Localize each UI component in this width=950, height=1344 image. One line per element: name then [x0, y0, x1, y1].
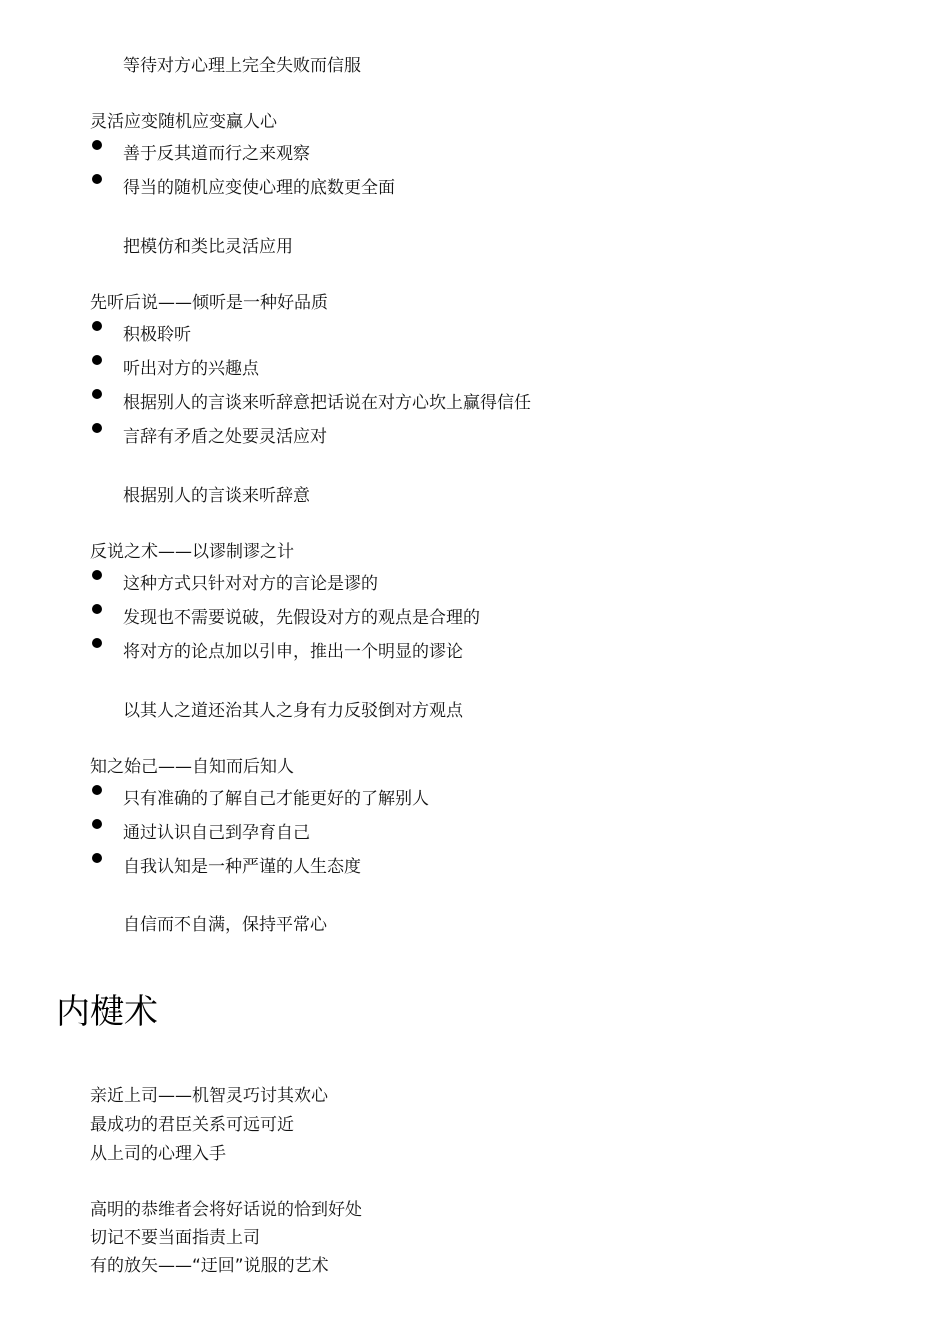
line: 从上司的心理入手 — [90, 1144, 226, 1164]
bullet-icon — [92, 355, 102, 365]
line: 高明的恭维者会将好话说的恰到好处 — [90, 1200, 362, 1220]
note: 自信而不自满，保持平常心 — [123, 915, 327, 935]
note: 以其人之道还治其人之身有力反驳倒对方观点 — [123, 701, 463, 721]
list-item: 根据别人的言谈来听辞意把话说在对方心坎上赢得信任 — [123, 393, 531, 413]
list-item: 将对方的论点加以引申，推出一个明显的谬论 — [123, 642, 463, 662]
bullet-icon — [92, 389, 102, 399]
section-heading: 灵活应变随机应变赢人心 — [90, 112, 277, 132]
bullet-icon — [92, 570, 102, 580]
list-item: 只有准确的了解自己才能更好的了解别人 — [123, 789, 429, 809]
bullet-icon — [92, 638, 102, 648]
section-heading: 知之始己——自知而后知人 — [90, 757, 294, 777]
bullet-icon — [92, 819, 102, 829]
list-item: 得当的随机应变使心理的底数更全面 — [123, 178, 395, 198]
bullet-icon — [92, 853, 102, 863]
bullet-icon — [92, 321, 102, 331]
list-item: 自我认知是一种严谨的人生态度 — [123, 857, 361, 877]
line: 切记不要当面指责上司 — [90, 1228, 260, 1248]
section-heading: 先听后说——倾听是一种好品质 — [90, 293, 328, 313]
bullet-icon — [92, 423, 102, 433]
note: 把模仿和类比灵活应用 — [123, 237, 293, 257]
list-item: 听出对方的兴趣点 — [123, 359, 259, 379]
list-item: 善于反其道而行之来观察 — [123, 144, 310, 164]
section-heading: 反说之术——以谬制谬之计 — [90, 542, 294, 562]
line: 亲近上司——机智灵巧讨其欢心 — [90, 1086, 328, 1106]
note: 根据别人的言谈来听辞意 — [123, 486, 310, 506]
bullet-icon — [92, 174, 102, 184]
line: 有的放矢——“迂回”说服的艺术 — [90, 1256, 329, 1276]
bullet-icon — [92, 140, 102, 150]
bullet-icon — [92, 785, 102, 795]
list-item: 这种方式只针对对方的言论是谬的 — [123, 574, 378, 594]
list-item: 积极聆听 — [123, 325, 191, 345]
list-item: 通过认识自己到孕育自己 — [123, 823, 310, 843]
bullet-icon — [92, 604, 102, 614]
line: 等待对方心理上完全失败而信服 — [123, 56, 361, 76]
list-item: 言辞有矛盾之处要灵活应对 — [123, 427, 327, 447]
line: 最成功的君臣关系可远可近 — [90, 1115, 294, 1135]
list-item: 发现也不需要说破，先假设对方的观点是合理的 — [123, 608, 480, 628]
chapter-title: 内楗术 — [56, 992, 158, 1032]
